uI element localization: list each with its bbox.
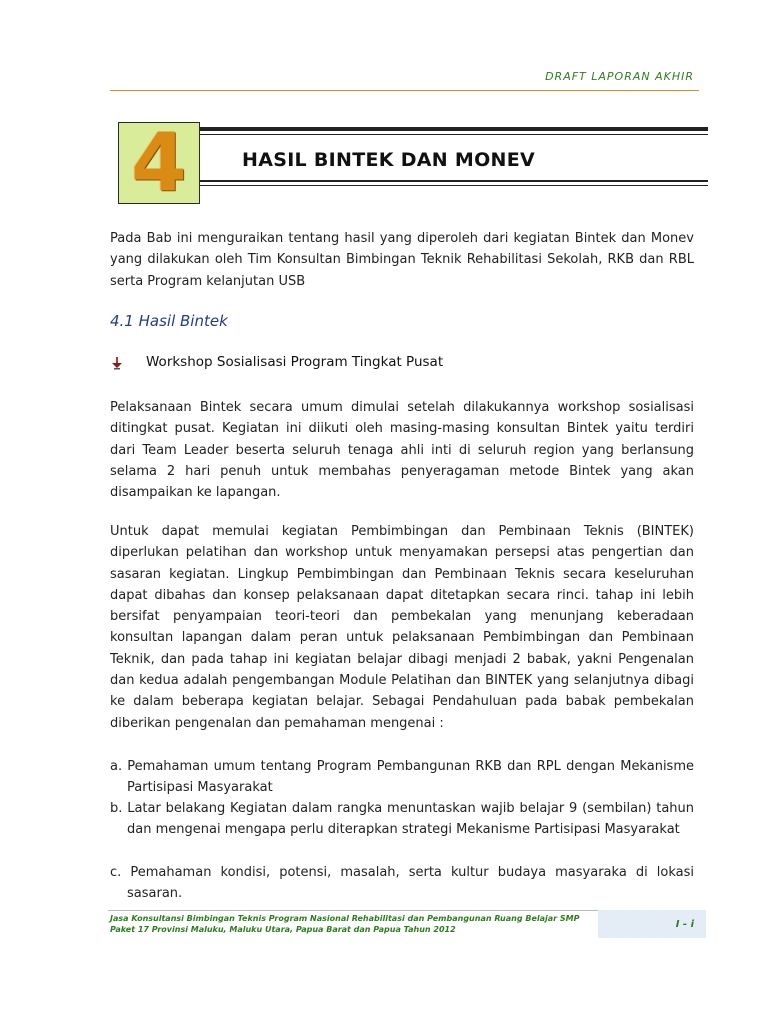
intro-paragraph: Pada Bab ini menguraikan tentang hasil yang diperoleh dari kegiatan Bintek dan Monev yang dilakukan oleh Tim Konsultan Bimbingan Teknik Rehabilitasi Sekolah, RKB dan RBL serta Program kelanjutan USB (110, 231, 694, 289)
paragraph-1: Pelaksanaan Bintek secara umum dimulai setelah dilakukannya workshop sosialisasi ditingkat pusat. Kegiatan ini diikuti oleh masing-masing konsultan Bintek yaitu terdiri dari Team Leader beserta seluruh tenaga ahli inti di seluruh region yang berlansung selama 2 hari penuh untuk membahas penyeragaman metode Bintek yang akan disampaikan ke lapangan. (110, 400, 694, 501)
chapter-title: HASIL BINTEK DAN MONEV (242, 149, 536, 171)
chapter-number: 4 (131, 116, 187, 209)
chapter-number-box (118, 116, 200, 209)
chapter-rule-top (200, 127, 708, 131)
page-number: I - i (598, 910, 706, 938)
list-item-a: a. Pemahaman umum tentang Program Pembangunan RKB dan RPL dengan Mekanisme Partisipasi Masyarakat (110, 759, 694, 796)
arrow-bullet-icon (110, 355, 124, 369)
bullet-item (110, 354, 443, 370)
bullet-text: Workshop Sosialisasi Program Tingkat Pusat (146, 354, 444, 370)
header-rule (110, 90, 699, 91)
footer-line-1: Jasa Konsultansi Bimbingan Teknis Program Nasional Rehabilitasi dan Pembangunan Ruang Belajar SMP (110, 914, 580, 923)
list-item-b: b. Latar belakang Kegiatan dalam rangka menuntaskan wajib belajar 9 (sembilan) tahun dan mengenai mengapa perlu diterapkan strategi Mekanisme Partisipasi Masyarakat (110, 801, 694, 838)
footer-line-2: Paket 17 Provinsi Maluku, Maluku Utara, Papua Barat dan Papua Tahun 2012 (110, 925, 456, 934)
chapter-rule-bottom (200, 180, 708, 182)
list-item-c: c. Pemahaman kondisi, potensi, masalah, serta kultur budaya masyaraka di lokasi sasaran. (110, 865, 694, 902)
chapter-rule-bottom-thin (200, 185, 708, 186)
paragraph-2: Untuk dapat memulai kegiatan Pembimbingan dan Pembinaan Teknis (BINTEK) diperlukan pelatihan dan workshop untuk menyamakan persepsi atas pengertian dan sasaran kegiatan. Lingkup Pembimbingan dan Pembinaan Teknis secara keseluruhan dapat dibahas dan konsep pelaksanaan dapat ditetapkan secara rinci. tahap ini lebih bersifat penyampaian teori-teori dan pembekalan yang menunjang keberadaan konsultan lapangan dalam peran untuk pelaksanaan Pembimbingan dan Pembinaan Teknik, dan pada tahap ini kegiatan belajar dibagi menjadi 2 babak, yakni Pengenalan dan kedua adalah pengembangan Module Pelatihan dan BINTEK yang selanjutnya dibagi ke dalam beberapa kegiatan belajar. Sebagai Pendahuluan pada babak pembekalan diberikan pengenalan dan pemahaman mengenai : (110, 524, 694, 731)
chapter-rule-top-thin (200, 134, 708, 135)
header-title: DRAFT LAPORAN AKHIR (545, 70, 694, 83)
section-heading: 4.1 Hasil Bintek (110, 312, 228, 330)
footer-text (110, 913, 590, 935)
